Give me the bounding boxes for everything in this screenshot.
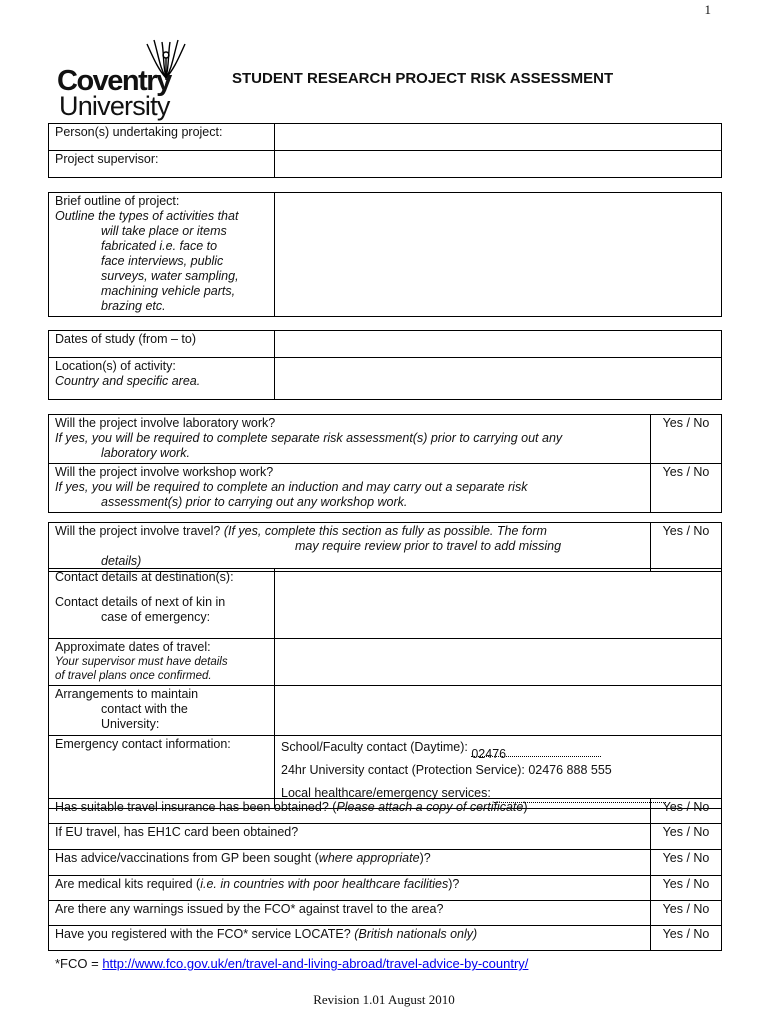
workshop-note: If yes, you will be required to complete an induction and may carry out a separate risk bbox=[55, 480, 528, 494]
check-question: Has suitable travel insurance has been obtained? (Please attach a copy of certificate) bbox=[49, 799, 651, 824]
location-hint: Country and specific area. bbox=[55, 374, 201, 388]
fco-prefix: *FCO = bbox=[55, 956, 103, 971]
travel-details-table bbox=[48, 568, 722, 809]
study-dates-location-table bbox=[48, 330, 722, 400]
outline-label: Brief outline of project: bbox=[55, 194, 180, 208]
travel-note: (If yes, complete this section as fully as possible. The form bbox=[223, 524, 547, 538]
location-label-cell bbox=[49, 358, 275, 400]
check-answer[interactable]: Yes / No bbox=[651, 901, 722, 926]
travel-checks-table bbox=[48, 798, 722, 951]
arrangements-label-cell bbox=[49, 686, 275, 736]
logo-text-coventry: Coventry bbox=[57, 65, 171, 97]
travel-answer[interactable]: Yes / No bbox=[651, 523, 722, 572]
location-label: Location(s) of activity: bbox=[55, 359, 176, 373]
travel-note-line: may require review prior to travel to add missing bbox=[295, 539, 562, 553]
check-answer[interactable]: Yes / No bbox=[651, 926, 722, 951]
check-answer[interactable]: Yes / No bbox=[651, 824, 722, 850]
persons-field[interactable] bbox=[275, 124, 722, 151]
check-question: If EU travel, has EH1C card been obtained? bbox=[49, 824, 651, 850]
lab-workshop-table bbox=[48, 414, 722, 513]
check-question: Are medical kits required (i.e. in countries with poor healthcare facilities)? bbox=[49, 876, 651, 901]
workshop-question: Will the project involve workshop work? bbox=[55, 465, 274, 479]
dates-of-study-label: Dates of study (from – to) bbox=[49, 331, 275, 358]
travel-question: Will the project involve travel? bbox=[55, 524, 221, 538]
workshop-question-cell bbox=[49, 464, 651, 513]
logo-text-university: University bbox=[59, 91, 170, 121]
travel-note-line: details) bbox=[101, 554, 142, 568]
page-title: STUDENT RESEARCH PROJECT RISK ASSESSMENT bbox=[232, 70, 614, 87]
contacts-field[interactable] bbox=[275, 569, 722, 639]
outline-hint-line: machining vehicle parts, bbox=[101, 284, 236, 298]
travel-question-cell bbox=[49, 523, 651, 572]
lab-question-cell bbox=[49, 415, 651, 464]
dates-of-study-field[interactable] bbox=[275, 331, 722, 358]
revision-footer: Revision 1.01 August 2010 bbox=[313, 992, 455, 1007]
school-contact-value: 02476 bbox=[471, 747, 507, 761]
supervisor-field[interactable] bbox=[275, 151, 722, 178]
check-answer[interactable]: Yes / No bbox=[651, 799, 722, 824]
school-contact-field[interactable] bbox=[471, 744, 601, 761]
university-logo bbox=[57, 38, 189, 121]
outline-hint-line: will take place or items bbox=[101, 224, 227, 238]
lab-note: If yes, you will be required to complete separate risk assessment(s) prior to carrying out any bbox=[55, 431, 563, 445]
check-question: Are there any warnings issued by the FCO* against travel to the area? bbox=[49, 901, 651, 926]
lab-question: Will the project involve laboratory work? bbox=[55, 416, 276, 430]
outline-hint-line: face interviews, public bbox=[101, 254, 224, 268]
next-of-kin-label-line: case of emergency: bbox=[101, 610, 211, 624]
school-contact-label: School/Faculty contact (Daytime): bbox=[281, 740, 468, 754]
location-field[interactable] bbox=[275, 358, 722, 400]
fco-link[interactable]: http://www.fco.gov.uk/en/travel-and-living-abroad/travel-advice-by-country/ bbox=[102, 956, 529, 971]
persons-label: Person(s) undertaking project: bbox=[49, 124, 275, 151]
arrangements-label: Arrangements to maintain bbox=[55, 687, 199, 701]
lab-note-line: laboratory work. bbox=[101, 446, 190, 460]
check-answer[interactable]: Yes / No bbox=[651, 850, 722, 876]
project-people-table bbox=[48, 123, 722, 178]
workshop-answer[interactable]: Yes / No bbox=[651, 464, 722, 513]
page-number: 1 bbox=[704, 2, 711, 17]
outline-hint-line: surveys, water sampling, bbox=[101, 269, 239, 283]
approx-dates-field[interactable] bbox=[275, 639, 722, 686]
outline-label-cell bbox=[49, 193, 275, 317]
travel-question-table bbox=[48, 522, 722, 572]
arrangements-label-line: University: bbox=[101, 717, 160, 731]
fco-footnote bbox=[55, 956, 528, 971]
outline-hint-line: brazing etc. bbox=[101, 299, 166, 313]
local-services-label: Local healthcare/emergency services: bbox=[281, 786, 491, 800]
workshop-note-line: assessment(s) prior to carrying out any workshop work. bbox=[101, 495, 408, 509]
approx-dates-label-cell bbox=[49, 639, 275, 686]
approx-dates-label: Approximate dates of travel: bbox=[55, 640, 211, 654]
lab-answer[interactable]: Yes / No bbox=[651, 415, 722, 464]
contacts-label-cell bbox=[49, 569, 275, 639]
supervisor-label: Project supervisor: bbox=[49, 151, 275, 178]
arrangements-label-line: contact with the bbox=[101, 702, 188, 716]
project-outline-table bbox=[48, 192, 722, 317]
next-of-kin-label: Contact details of next of kin in bbox=[55, 595, 226, 609]
outline-field[interactable] bbox=[275, 193, 722, 317]
emergency-label: Emergency contact information: bbox=[49, 736, 275, 809]
contact-destination-label: Contact details at destination(s): bbox=[55, 570, 234, 584]
approx-dates-note: Your supervisor must have details bbox=[55, 656, 228, 668]
outline-hint: Outline the types of activities that bbox=[55, 209, 239, 223]
check-question: Has advice/vaccinations from GP been sought (where appropriate)? bbox=[49, 850, 651, 876]
outline-hint-line: fabricated i.e. face to bbox=[101, 239, 218, 253]
university-contact: 24hr University contact (Protection Service): 02476 888 555 bbox=[281, 763, 612, 777]
check-answer[interactable]: Yes / No bbox=[651, 876, 722, 901]
arrangements-field[interactable] bbox=[275, 686, 722, 736]
approx-dates-note: of travel plans once confirmed. bbox=[55, 670, 212, 682]
check-question: Have you registered with the FCO* service LOCATE? (British nationals only) bbox=[49, 926, 651, 951]
